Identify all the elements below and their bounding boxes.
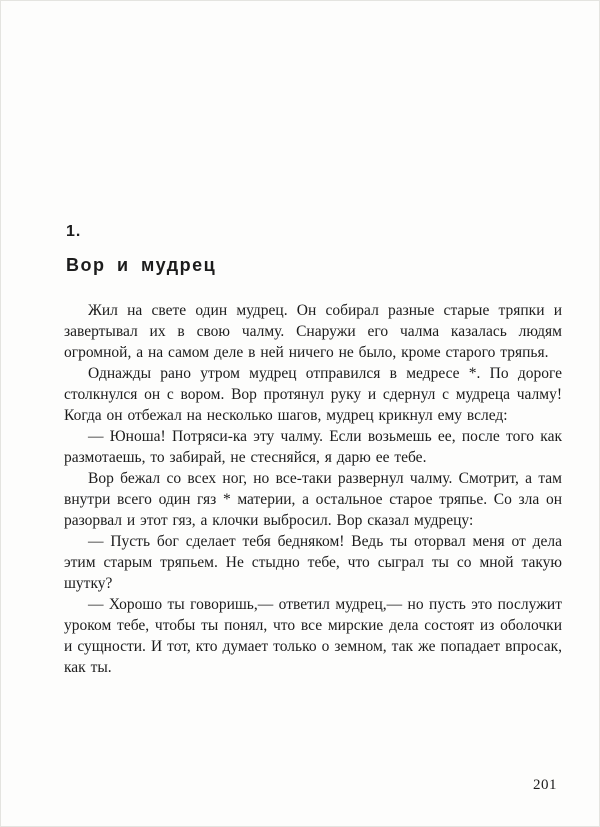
- paragraph-6: — Хорошо ты говоришь,— ответил мудрец,— но пусть это послужит уроком тебе, чтобы ты понял, что все мирские дела состоят из оболочки и сущности. И тот, кто думает только о земном, так же попадает впросак, как ты.: [64, 596, 562, 676]
- page-number: 201: [533, 777, 557, 793]
- paragraph-3: — Юноша! Потряси-ка эту чалму. Если возьмешь ее, после того как размотаешь, то забирай, не стесняйся, я дарю ее тебе.: [64, 428, 562, 466]
- story-body: [64, 300, 562, 678]
- story-title: Вор и мудрец: [66, 255, 217, 275]
- paragraph-2: Однажды рано утром мудрец отправился в медресе *. По дороге столкнулся он с вором. Вор протянул руку и сдернул с мудреца чалму! Когда он отбежал на несколько шагов, мудрец крикнул ему вслед:: [64, 365, 562, 424]
- paragraph-4: Вор бежал со всех ног, но все-таки развернул чалму. Смотрит, а там внутри всего один гяз * материи, а остальное старое тряпье. Со зла он разорвал и этот гяз, а клочки выбросил. Вор сказал мудрецу:: [64, 470, 562, 529]
- paragraph-1: Жил на свете один мудрец. Он собирал разные старые тряпки и завертывал их в свою чалму. Снаружи его чалма казалась людям огромной, а на самом деле в ней ничего не было, кроме старого тряпья.: [64, 302, 562, 361]
- section-number: 1.: [66, 223, 82, 240]
- text-block: [64, 223, 562, 678]
- paragraph-5: — Пусть бог сделает тебя бедняком! Ведь ты оторвал меня от дела этим старым тряпьем. Не стыдно тебе, что сыграл ты со мной такую шутку?: [64, 533, 562, 592]
